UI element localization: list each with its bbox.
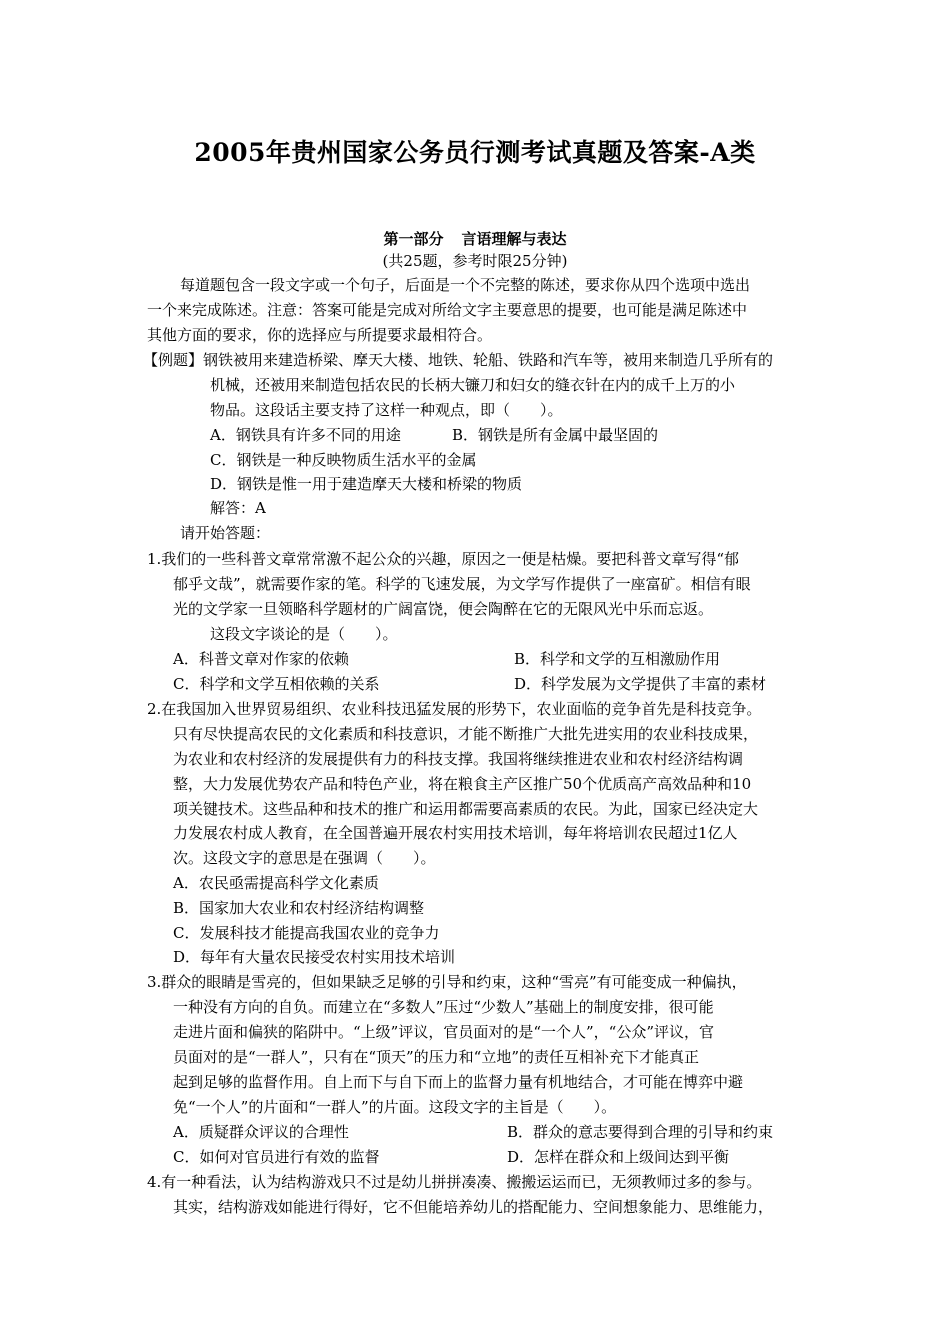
question-2-option-c: C．发展科技才能提高我国农业的竞争力 [173, 924, 440, 942]
question-1-option-b: B．科学和文学的互相激励作用 [514, 650, 721, 668]
question-3-line: 员面对的是“一群人”，只有在“顶天”的压力和“立地”的责任互相补充下才能真正 [173, 1048, 700, 1066]
question-4-line: 其实，结构游戏如能进行得好，它不但能培养幼儿的搭配能力、空间想象能力、思维能力， [173, 1198, 774, 1216]
section-heading [0, 228, 950, 249]
example-option-b: B．钢铁是所有金属中最坚固的 [452, 426, 659, 444]
instruction-line: 一个来完成陈述。注意：答案可能是完成对所给文字主要意思的提要，也可能是满足陈述中 [147, 301, 748, 319]
question-2-line: 2.在我国加入世界贸易组织、农业科技迅猛发展的形势下，农业面临的竞争首先是科技竞争。 [147, 700, 762, 718]
question-2-line: 整，大力发展优势农产品和特色产业，将在粮食主产区推广50个优质高产高效品种和10 [173, 775, 752, 793]
question-3-line: 走进片面和偏狭的陷阱中。“上级”评议，官员面对的是“一个人”，“公众”评议，官 [173, 1023, 715, 1041]
question-4-line: 4.有一种看法，认为结构游戏只不过是幼儿拼拼凑凑、搬搬运运而已，无须教师过多的参与。 [147, 1173, 762, 1191]
document-title: 2005年贵州国家公务员行测考试真题及答案-A类 [194, 138, 756, 167]
start-prompt: 请开始答题： [180, 524, 271, 542]
example-option-a: A．钢铁具有许多不同的用途 [210, 426, 401, 444]
question-1-option-c: C．科学和文学互相依赖的关系 [173, 675, 380, 693]
example-option-d: D．钢铁是惟一用于建造摩天大楼和桥梁的物质 [210, 475, 523, 493]
question-3-option-d: D．怎样在群众和上级间达到平衡 [507, 1148, 730, 1166]
question-1-option-a: A．科普文章对作家的依赖 [173, 650, 349, 668]
section-name: 言语理解与表达 [461, 230, 567, 248]
instruction-line: 其他方面的要求，你的选择应与所提要求最相符合。 [147, 326, 493, 344]
section-note: (共25题，参考时限25分钟) [382, 252, 568, 270]
question-2-option-b: B．国家加大农业和农村经济结构调整 [173, 899, 425, 917]
section-part: 第一部分 [383, 230, 444, 248]
question-1-option-d: D．科学发展为文学提供了丰富的素材 [514, 675, 767, 693]
question-2-option-d: D．每年有大量农民接受农村实用技术培训 [173, 948, 456, 966]
question-1-prompt: 这段文字谈论的是（ ）。 [210, 625, 398, 643]
example-option-c: C．钢铁是一种反映物质生活水平的金属 [210, 451, 477, 469]
question-3-line: 免“一个人”的片面和“一群人”的片面。这段文字的主旨是（ ）。 [173, 1098, 617, 1116]
question-3-line: 起到足够的监督作用。自上而下与自下而上的监督力量有机地结合，才可能在博弈中避 [173, 1073, 744, 1091]
example-line: 物品。这段话主要支持了这样一种观点，即（ ）。 [210, 401, 563, 419]
question-2-option-a: A．农民亟需提高科学文化素质 [173, 874, 379, 892]
example-line: 机械，还被用来制造包括农民的长柄大镰刀和妇女的缝衣针在内的成千上万的小 [210, 376, 736, 394]
example-line: 【例题】钢铁被用来建造桥梁、摩天大楼、地铁、轮船、铁路和汽车等，被用来制造几乎所有的 [143, 351, 774, 369]
question-3-line: 3.群众的眼睛是雪亮的，但如果缺乏足够的引导和约束，这种“雪亮”有可能变成一种偏执， [147, 973, 747, 991]
question-3-option-a: A．质疑群众评议的合理性 [173, 1123, 349, 1141]
question-2-line: 次。这段文字的意思是在强调（ ）。 [173, 849, 436, 867]
question-1-line: 光的文学家一旦领略科学题材的广阔富饶，便会陶醉在它的无限风光中乐而忘返。 [173, 600, 714, 618]
question-1-line: 1.我们的一些科普文章常常激不起公众的兴趣，原因之一便是枯燥。要把科普文章写得“郁 [147, 550, 739, 568]
question-2-line: 力发展农村成人教育，在全国普遍开展农村实用技术培训，每年将培训农民超过1亿人 [173, 824, 738, 842]
question-3-option-b: B．群众的意志要得到合理的引导和约束 [507, 1123, 774, 1141]
instruction-line: 每道题包含一段文字或一个句子，后面是一个不完整的陈述，要求你从四个选项中选出 [180, 276, 751, 294]
question-2-line: 只有尽快提高农民的文化素质和科技意识，才能不断推广大批先进实用的农业科技成果， [173, 725, 759, 743]
question-2-line: 项关键技术。这些品种和技术的推广和运用都需要高素质的农民。为此，国家已经决定大 [173, 800, 759, 818]
question-2-line: 为农业和农村经济的发展提供有力的科技支撑。我国将继续推进农业和农村经济结构调 [173, 750, 744, 768]
question-3-line: 一种没有方向的自负。而建立在“多数人”压过“少数人”基础上的制度安排，很可能 [173, 998, 714, 1016]
example-answer: 解答：A [210, 499, 266, 517]
question-1-line: 郁乎文哉”，就需要作家的笔。科学的飞速发展，为文学写作提供了一座富矿。相信有眼 [173, 575, 751, 593]
question-3-option-c: C．如何对官员进行有效的监督 [173, 1148, 380, 1166]
